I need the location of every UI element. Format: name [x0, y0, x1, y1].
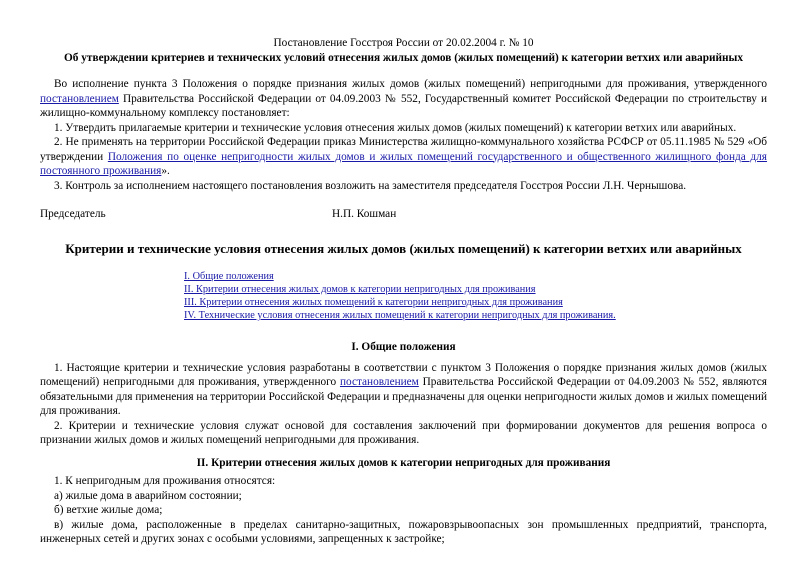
document-title: Об утверждении критериев и технических условий отнесения жилых домов (жилых помещений) к категории ветхих или аварийных — [64, 51, 743, 64]
intro-item-1: 1. Утвердить прилагаемые критерии и технические условия отнесения жилых домов (жилых помещений) к категории ветхих или аварийных. — [54, 121, 737, 134]
section-1-text-a: 1. Настоящие критерии и технические условия разработаны в соответствии с пунктом 3 Положения о порядке признания жилых домов (жилых помещений) непригодными для проживания, утвержденного — [40, 361, 767, 388]
section-1-resolution-link[interactable]: постановлением — [339, 376, 419, 388]
toc-link-1[interactable]: I. Общие положения — [184, 271, 274, 282]
section-2-heading: II. Критерии отнесения жилых домов к категории непригодных для проживания — [196, 456, 611, 469]
toc-link-4[interactable]: IV. Технические условия отнесения жилых помещений к категории непригодных для проживания. — [184, 310, 616, 321]
document-reference: Постановление Госстроя России от 20.02.2004 г. № 10 — [273, 37, 534, 49]
table-of-contents — [184, 270, 767, 322]
section-1-paragraph-2: 2. Критерии и технические условия служат основой для составления заключений при формировании документов для решения вопроса о признании жилых домов и жилых помещений непригодными для проживания. — [40, 419, 767, 446]
intro-text-a: Во исполнение пункта 3 Положения о порядке признания жилых домов (жилых помещений) непригодными для проживания, утвержденного — [54, 78, 767, 90]
section-2-paragraph-1: 1. К непригодным для проживания относятся: — [54, 475, 276, 487]
intro-text-b: Правительства Российской Федерации от 04.09.2003 № 552, Государственный комитет Российской Федерации по строительству и жилищно-коммунальному комплексу постановляет: — [40, 92, 767, 119]
criteria-title: Критерии и технические условия отнесения жилых домов (жилых помещений) к категории ветхих или аварийных — [65, 240, 742, 256]
section-1-text-b: Правительства Российской Федерации от 04.09.2003 № 552, являются обязательными для применения на территории Российской Федерации и предназначены для оценки непригодности жилых домов и жилых помещений для проживания. — [40, 376, 767, 417]
section-1-paragraph-1 — [40, 361, 767, 419]
intro-item-2-text-a: 2. Не применять на территории Российской Федерации приказ Министерства жилищно-коммунального хозяйства РСФСР от 05.11.1985 № 529 «Об утверждении — [40, 136, 767, 163]
section-1-heading: I. Общие положения — [351, 341, 456, 353]
signature-role: Председатель — [40, 208, 106, 220]
resolution-link[interactable]: постановлением — [40, 92, 119, 105]
intro-item-2-text-b: ». — [161, 165, 170, 177]
signature-name: Н.П. Кошман — [332, 208, 397, 220]
toc-link-2[interactable]: II. Критерии отнесения жилых домов к категории непригодных для проживания — [184, 284, 536, 295]
intro-item-3: 3. Контроль за исполнением настоящего постановления возложить на заместителя председателя Госстроя России Л.Н. Чернышова. — [54, 179, 687, 192]
signature-block — [40, 207, 767, 222]
regulation-link[interactable]: Положения по оценке непригодности жилых домов и жилых помещений государственного и общественного жилищного фонда для постоянного проживания — [40, 150, 767, 177]
intro-paragraph — [40, 77, 767, 121]
toc-link-3[interactable]: III. Критерии отнесения жилых помещений к категории непригодных для проживания — [184, 297, 563, 308]
intro-item-2 — [40, 135, 767, 179]
section-2-item-b: б) ветхие жилые дома; — [54, 504, 163, 516]
section-2-item-c: в) жилые дома, расположенные в пределах санитарно-защитных, пожаровзрывоопасных зон промышленных предприятий, транспорта, инженерных сетей и других зонах с особыми условиями, запрещенных к застройке; — [40, 518, 767, 545]
section-2-item-a: а) жилые дома в аварийном состоянии; — [54, 489, 242, 502]
